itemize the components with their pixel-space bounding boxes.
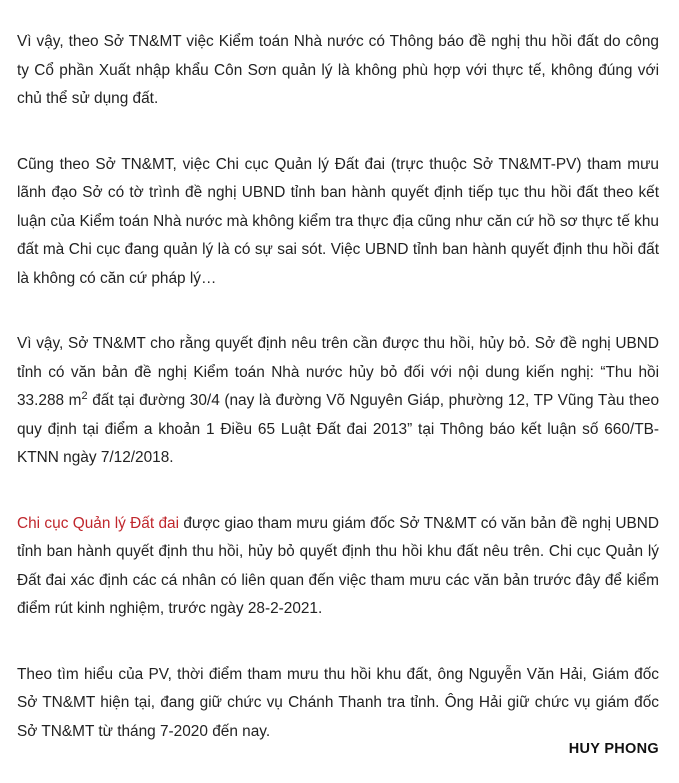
highlight-link[interactable]: Chi cục Quản lý Đất đai xyxy=(17,514,180,532)
paragraph-5: Theo tìm hiểu của PV, thời điểm tham mưu thu hồi khu đất, ông Nguyễn Văn Hải, Giám đốc Sở TN&MT hiện tại, đang giữ chức vụ Chánh Thanh tra tỉnh. Ông Hải giữ chức vụ giám đốc Sở TN&MT từ tháng 7-2020 đến nay. xyxy=(17,665,659,740)
paragraph-3 xyxy=(17,330,659,473)
superscript-2: 2 xyxy=(81,389,88,402)
paragraph-4 xyxy=(17,510,659,624)
article-body xyxy=(17,28,659,783)
paragraph-2: Cũng theo Sở TN&MT, việc Chi cục Quản lý Đất đai (trực thuộc Sở TN&MT-PV) tham mưu lãnh đạo Sở có tờ trình đề nghị UBND tỉnh ban hành quyết định tiếp tục thu hồi đất theo kết luận của Kiểm toán Nhà nước mà không kiểm tra thực địa cũng như căn cứ hồ sơ thực tế khu đất mà Chi cục đang quản lý là có sự sai sót. Việc UBND tỉnh ban hành quyết định thu hồi đất là không có căn cứ pháp lý… xyxy=(17,155,659,287)
paragraph-3-text-after: đất tại đường 30/4 (nay là đường Võ Nguyên Giáp, phường 12, TP Vũng Tàu theo quy định tại điểm a khoản 1 Điều 65 Luật Đất đai 2013” tại Thông báo kết luận số 660/TB-KTNN ngày 7/12/2018. xyxy=(17,392,660,466)
author-byline: HUY PHONG xyxy=(568,741,659,757)
paragraph-1: Vì vậy, theo Sở TN&MT việc Kiểm toán Nhà nước có Thông báo đề nghị thu hồi đất do công ty Cổ phần Xuất nhập khẩu Côn Sơn quản lý là không phù hợp với thực tế, không đúng với chủ thể sử dụng đất. xyxy=(17,33,659,107)
paragraph-3-text-before: Vì vậy, Sở TN&MT cho rằng quyết định nêu trên cần được thu hồi, hủy bỏ. Sở đề nghị UBND tỉnh có văn bản đề nghị Kiểm toán Nhà nước hủy bỏ đối với nội dung kiến nghị: “Thu hồi 33.288 m xyxy=(17,335,659,409)
paragraph-4-text: được giao tham mưu giám đốc Sở TN&MT có văn bản đề nghị UBND tỉnh ban hành quyết định thu hồi, hủy bỏ quyết định thu hồi khu đất nêu trên. Chi cục Quản lý Đất đai xác định các cá nhân có liên quan đến việc tham mưu các văn bản trước đây để kiểm điểm rút kinh nghiệm, trước ngày 28-2-2021. xyxy=(17,514,659,617)
